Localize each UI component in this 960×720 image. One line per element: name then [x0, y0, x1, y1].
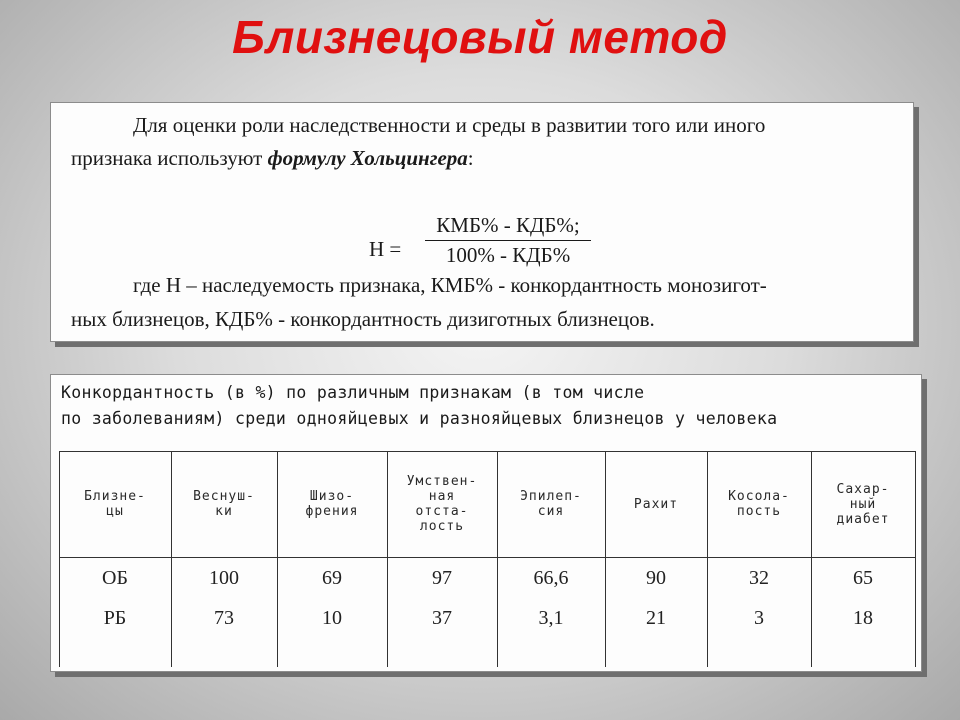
table-row-label: РБ — [103, 607, 127, 629]
formula-fraction — [425, 213, 591, 268]
table-cell: 97 — [432, 567, 452, 589]
table-cell: 3,1 — [538, 607, 564, 629]
definition-line-2: ных близнецов, КДБ% - конкордантность дизиготных близнецов. — [71, 307, 655, 331]
table-cell: 32 — [749, 567, 769, 589]
table-cell: 10 — [322, 607, 342, 629]
definition-line-1: где H – наследуемость признака, КМБ% - конкордантность монозигот- — [133, 273, 767, 297]
formula-numerator: КМБ% - КДБ%; — [436, 213, 580, 237]
table-cell: 21 — [646, 607, 666, 629]
table-cell: 69 — [322, 567, 342, 589]
holzinger-formula-name: формулу Хольцингера — [267, 146, 468, 170]
table-cell: 73 — [214, 607, 234, 629]
table-cell: 37 — [432, 607, 452, 629]
table-header-cell: Умствен- ная отста- лость — [406, 474, 478, 534]
concordance-table-panel — [50, 374, 922, 672]
intro-line-1: Для оценки роли наследственности и среды в развитии того или иного — [133, 113, 766, 137]
table-column-border — [59, 451, 60, 667]
table-header-cell: Эпилеп- сия — [520, 489, 582, 519]
formula-lhs: H = — [369, 237, 402, 261]
table-cell: 18 — [853, 607, 873, 629]
intro-line-2-prefix: признака используют — [71, 146, 268, 170]
intro-line-2-suffix: : — [467, 146, 474, 170]
table-column-border — [915, 451, 916, 667]
table-column-border — [605, 451, 606, 667]
table-caption-line-2: по заболеваниям) среди однояйцевых и разнояйцевых близнецов у человека — [61, 409, 778, 428]
table-row-label: ОБ — [102, 567, 128, 589]
table-header-cell: Веснуш- ки — [193, 489, 255, 519]
table-header-cell: Сахар- ный диабет — [836, 481, 890, 527]
table-column-border — [707, 451, 708, 667]
formula-panel — [50, 102, 914, 342]
intro-line-2 — [71, 146, 474, 171]
table-row-border — [59, 557, 915, 558]
table-cell: 66,6 — [533, 567, 569, 589]
table-cell: 100 — [209, 567, 239, 589]
formula-denominator: 100% - КДБ% — [445, 243, 571, 267]
table-header-cell: Косола- пость — [728, 489, 790, 519]
table-column-border — [497, 451, 498, 667]
table-caption-line-1: Конкордантность (в %) по различным признакам (в том числе — [61, 383, 645, 402]
concordance-table — [59, 451, 915, 667]
table-header-cell: Близне- цы — [84, 489, 146, 519]
table-header-cell: Шизо- френия — [305, 489, 359, 519]
slide-title: Близнецовый метод — [232, 11, 728, 63]
table-header-cell: Рахит — [633, 496, 679, 512]
table-column-border — [277, 451, 278, 667]
table-column-border — [171, 451, 172, 667]
table-row-border — [59, 451, 915, 452]
table-cell: 65 — [853, 567, 873, 589]
table-cell: 90 — [646, 567, 666, 589]
table-cell: 3 — [754, 607, 764, 629]
